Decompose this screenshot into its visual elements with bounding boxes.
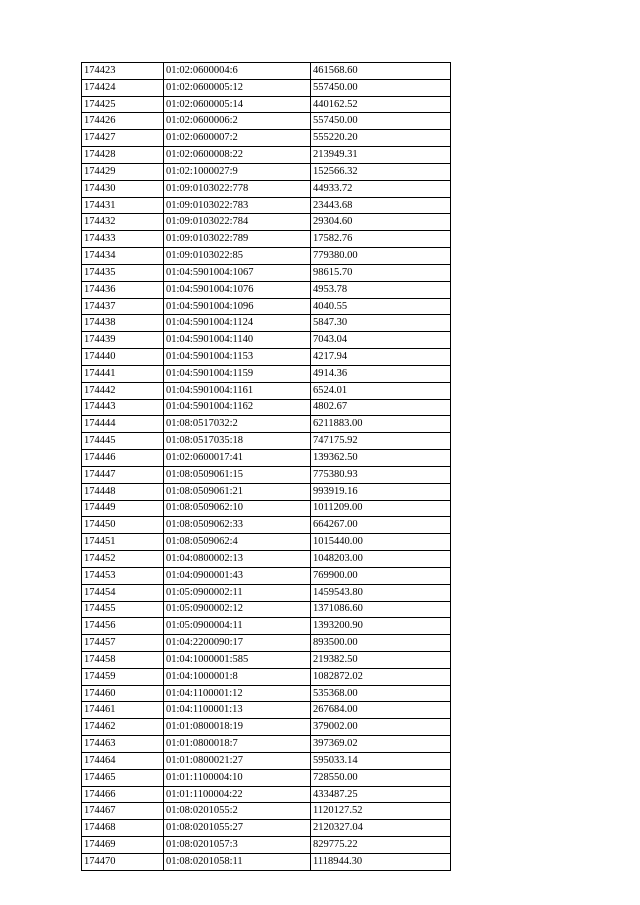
record-number-cell: 174459 — [82, 668, 164, 685]
table-row — [82, 163, 451, 180]
table-row — [82, 601, 451, 618]
cadastral-number-cell: 01:04:5901004:1096 — [164, 298, 311, 315]
table-row — [82, 567, 451, 584]
table-row — [82, 130, 451, 147]
record-number-cell: 174468 — [82, 820, 164, 837]
record-number-cell: 174428 — [82, 147, 164, 164]
value-cell: 139362.50 — [311, 450, 451, 467]
table-row — [82, 264, 451, 281]
cadastral-number-cell: 01:09:0103022:783 — [164, 197, 311, 214]
cadastral-number-cell: 01:01:0800021:27 — [164, 752, 311, 769]
cadastral-number-cell: 01:04:5901004:1161 — [164, 382, 311, 399]
record-number-cell: 174457 — [82, 635, 164, 652]
table-row — [82, 416, 451, 433]
value-cell: 555220.20 — [311, 130, 451, 147]
table-row — [82, 786, 451, 803]
value-cell: 461568.60 — [311, 63, 451, 80]
record-number-cell: 174444 — [82, 416, 164, 433]
record-number-cell: 174424 — [82, 79, 164, 96]
value-cell: 1393200.90 — [311, 618, 451, 635]
cadastral-number-cell: 01:01:1100004:22 — [164, 786, 311, 803]
record-number-cell: 174453 — [82, 567, 164, 584]
value-cell: 6211883.00 — [311, 416, 451, 433]
cadastral-number-cell: 01:01:1100004:10 — [164, 769, 311, 786]
cadastral-number-cell: 01:04:0900001:43 — [164, 567, 311, 584]
table-row — [82, 769, 451, 786]
table-row — [82, 584, 451, 601]
cadastral-number-cell: 01:04:1100001:12 — [164, 685, 311, 702]
table-row — [82, 332, 451, 349]
value-cell: 98615.70 — [311, 264, 451, 281]
table-row — [82, 466, 451, 483]
record-number-cell: 174446 — [82, 450, 164, 467]
record-number-cell: 174445 — [82, 433, 164, 450]
record-number-cell: 174431 — [82, 197, 164, 214]
table-row — [82, 551, 451, 568]
record-number-cell: 174452 — [82, 551, 164, 568]
value-cell: 4802.67 — [311, 399, 451, 416]
cadastral-number-cell: 01:04:5901004:1124 — [164, 315, 311, 332]
value-cell: 1118944.30 — [311, 853, 451, 870]
cadastral-number-cell: 01:04:5901004:1076 — [164, 281, 311, 298]
value-cell: 1015440.00 — [311, 534, 451, 551]
record-number-cell: 174469 — [82, 837, 164, 854]
cadastral-number-cell: 01:01:0800018:7 — [164, 736, 311, 753]
cadastral-number-cell: 01:05:0900004:11 — [164, 618, 311, 635]
cadastral-number-cell: 01:04:5901004:1153 — [164, 349, 311, 366]
record-number-cell: 174462 — [82, 719, 164, 736]
record-number-cell: 174425 — [82, 96, 164, 113]
record-number-cell: 174429 — [82, 163, 164, 180]
record-number-cell: 174427 — [82, 130, 164, 147]
value-cell: 664267.00 — [311, 517, 451, 534]
record-number-cell: 174423 — [82, 63, 164, 80]
table-row — [82, 534, 451, 551]
value-cell: 4217.94 — [311, 349, 451, 366]
value-cell: 219382.50 — [311, 651, 451, 668]
table-row — [82, 63, 451, 80]
table-row — [82, 517, 451, 534]
table-row — [82, 365, 451, 382]
record-number-cell: 174438 — [82, 315, 164, 332]
cadastral-number-cell: 01:08:0517035:18 — [164, 433, 311, 450]
cadastral-number-cell: 01:08:0201058:11 — [164, 853, 311, 870]
table-row — [82, 180, 451, 197]
value-cell: 728550.00 — [311, 769, 451, 786]
record-number-cell: 174464 — [82, 752, 164, 769]
cadastral-number-cell: 01:05:0900002:12 — [164, 601, 311, 618]
cadastral-number-cell: 01:08:0201057:3 — [164, 837, 311, 854]
table-row — [82, 752, 451, 769]
cadastral-number-cell: 01:01:0800018:19 — [164, 719, 311, 736]
table-row — [82, 399, 451, 416]
value-cell: 747175.92 — [311, 433, 451, 450]
cadastral-number-cell: 01:08:0509062:33 — [164, 517, 311, 534]
cadastral-number-cell: 01:08:0509062:4 — [164, 534, 311, 551]
cadastral-number-cell: 01:09:0103022:778 — [164, 180, 311, 197]
record-number-cell: 174467 — [82, 803, 164, 820]
value-cell: 595033.14 — [311, 752, 451, 769]
table-row — [82, 231, 451, 248]
table-row — [82, 281, 451, 298]
cadastral-number-cell: 01:04:5901004:1067 — [164, 264, 311, 281]
cadastral-number-cell: 01:04:1100001:13 — [164, 702, 311, 719]
record-number-cell: 174442 — [82, 382, 164, 399]
table-row — [82, 618, 451, 635]
cadastral-number-cell: 01:02:0600017:41 — [164, 450, 311, 467]
cadastral-number-cell: 01:02:1000027:9 — [164, 163, 311, 180]
value-cell: 829775.22 — [311, 837, 451, 854]
value-cell: 1459543.80 — [311, 584, 451, 601]
value-cell: 213949.31 — [311, 147, 451, 164]
record-number-cell: 174449 — [82, 500, 164, 517]
table-row — [82, 685, 451, 702]
record-number-cell: 174450 — [82, 517, 164, 534]
record-number-cell: 174439 — [82, 332, 164, 349]
value-cell: 557450.00 — [311, 113, 451, 130]
table-row — [82, 853, 451, 870]
value-cell: 440162.52 — [311, 96, 451, 113]
table-row — [82, 433, 451, 450]
value-cell: 1011209.00 — [311, 500, 451, 517]
record-number-cell: 174435 — [82, 264, 164, 281]
value-cell: 557450.00 — [311, 79, 451, 96]
record-number-cell: 174460 — [82, 685, 164, 702]
value-cell: 535368.00 — [311, 685, 451, 702]
table-row — [82, 315, 451, 332]
record-number-cell: 174455 — [82, 601, 164, 618]
value-cell: 4914.36 — [311, 365, 451, 382]
table-row — [82, 349, 451, 366]
record-number-cell: 174461 — [82, 702, 164, 719]
value-cell: 1048203.00 — [311, 551, 451, 568]
cadastral-number-cell: 01:02:0600005:14 — [164, 96, 311, 113]
value-cell: 779380.00 — [311, 248, 451, 265]
table-row — [82, 702, 451, 719]
cadastral-number-cell: 01:02:0600004:6 — [164, 63, 311, 80]
cadastral-number-cell: 01:02:0600005:12 — [164, 79, 311, 96]
cadastral-number-cell: 01:08:0201055:2 — [164, 803, 311, 820]
cadastral-number-cell: 01:04:2200090:17 — [164, 635, 311, 652]
value-cell: 993919.16 — [311, 483, 451, 500]
table-row — [82, 820, 451, 837]
cadastral-number-cell: 01:09:0103022:85 — [164, 248, 311, 265]
value-cell: 1120127.52 — [311, 803, 451, 820]
cadastral-number-cell: 01:04:1000001:8 — [164, 668, 311, 685]
table-row — [82, 736, 451, 753]
value-cell: 267684.00 — [311, 702, 451, 719]
value-cell: 4953.78 — [311, 281, 451, 298]
cadastral-number-cell: 01:05:0900002:11 — [164, 584, 311, 601]
value-cell: 5847.30 — [311, 315, 451, 332]
record-number-cell: 174458 — [82, 651, 164, 668]
record-number-cell: 174436 — [82, 281, 164, 298]
cadastral-number-cell: 01:02:0600008:22 — [164, 147, 311, 164]
table-row — [82, 500, 451, 517]
table-row — [82, 450, 451, 467]
record-number-cell: 174443 — [82, 399, 164, 416]
record-number-cell: 174470 — [82, 853, 164, 870]
table-row — [82, 483, 451, 500]
cadastral-number-cell: 01:08:0509061:21 — [164, 483, 311, 500]
record-number-cell: 174426 — [82, 113, 164, 130]
cadastral-number-cell: 01:04:0800002:13 — [164, 551, 311, 568]
table-row — [82, 214, 451, 231]
record-number-cell: 174441 — [82, 365, 164, 382]
record-number-cell: 174456 — [82, 618, 164, 635]
table-row — [82, 147, 451, 164]
record-number-cell: 174434 — [82, 248, 164, 265]
value-cell: 1371086.60 — [311, 601, 451, 618]
cadastral-number-cell: 01:02:0600006:2 — [164, 113, 311, 130]
cadastral-number-cell: 01:04:5901004:1140 — [164, 332, 311, 349]
cadastral-number-cell: 01:04:5901004:1159 — [164, 365, 311, 382]
value-cell: 7043.04 — [311, 332, 451, 349]
record-number-cell: 174465 — [82, 769, 164, 786]
value-cell: 17582.76 — [311, 231, 451, 248]
value-cell: 152566.32 — [311, 163, 451, 180]
record-number-cell: 174466 — [82, 786, 164, 803]
table-row — [82, 197, 451, 214]
value-cell: 44933.72 — [311, 180, 451, 197]
record-number-cell: 174463 — [82, 736, 164, 753]
table-row — [82, 635, 451, 652]
cadastral-number-cell: 01:08:0517032:2 — [164, 416, 311, 433]
value-cell: 433487.25 — [311, 786, 451, 803]
table-row — [82, 668, 451, 685]
record-number-cell: 174430 — [82, 180, 164, 197]
cadastral-number-cell: 01:08:0509061:15 — [164, 466, 311, 483]
record-number-cell: 174432 — [82, 214, 164, 231]
record-number-cell: 174437 — [82, 298, 164, 315]
value-cell: 29304.60 — [311, 214, 451, 231]
data-table — [81, 62, 451, 871]
table-row — [82, 803, 451, 820]
value-cell: 6524.01 — [311, 382, 451, 399]
record-number-cell: 174448 — [82, 483, 164, 500]
table-body — [82, 63, 451, 871]
record-number-cell: 174454 — [82, 584, 164, 601]
value-cell: 769900.00 — [311, 567, 451, 584]
table-row — [82, 298, 451, 315]
cadastral-number-cell: 01:09:0103022:784 — [164, 214, 311, 231]
table-row — [82, 96, 451, 113]
cadastral-number-cell: 01:04:5901004:1162 — [164, 399, 311, 416]
record-number-cell: 174447 — [82, 466, 164, 483]
value-cell: 775380.93 — [311, 466, 451, 483]
value-cell: 379002.00 — [311, 719, 451, 736]
table-row — [82, 382, 451, 399]
value-cell: 1082872.02 — [311, 668, 451, 685]
cadastral-number-cell: 01:02:0600007:2 — [164, 130, 311, 147]
value-cell: 23443.68 — [311, 197, 451, 214]
record-number-cell: 174433 — [82, 231, 164, 248]
value-cell: 397369.02 — [311, 736, 451, 753]
record-number-cell: 174440 — [82, 349, 164, 366]
value-cell: 893500.00 — [311, 635, 451, 652]
cadastral-number-cell: 01:08:0201055:27 — [164, 820, 311, 837]
table-row — [82, 719, 451, 736]
value-cell: 2120327.04 — [311, 820, 451, 837]
cadastral-number-cell: 01:09:0103022:789 — [164, 231, 311, 248]
table-row — [82, 651, 451, 668]
table-row — [82, 837, 451, 854]
value-cell: 4040.55 — [311, 298, 451, 315]
table-row — [82, 248, 451, 265]
record-number-cell: 174451 — [82, 534, 164, 551]
cadastral-number-cell: 01:04:1000001:585 — [164, 651, 311, 668]
cadastral-number-cell: 01:08:0509062:10 — [164, 500, 311, 517]
table-row — [82, 113, 451, 130]
table-row — [82, 79, 451, 96]
